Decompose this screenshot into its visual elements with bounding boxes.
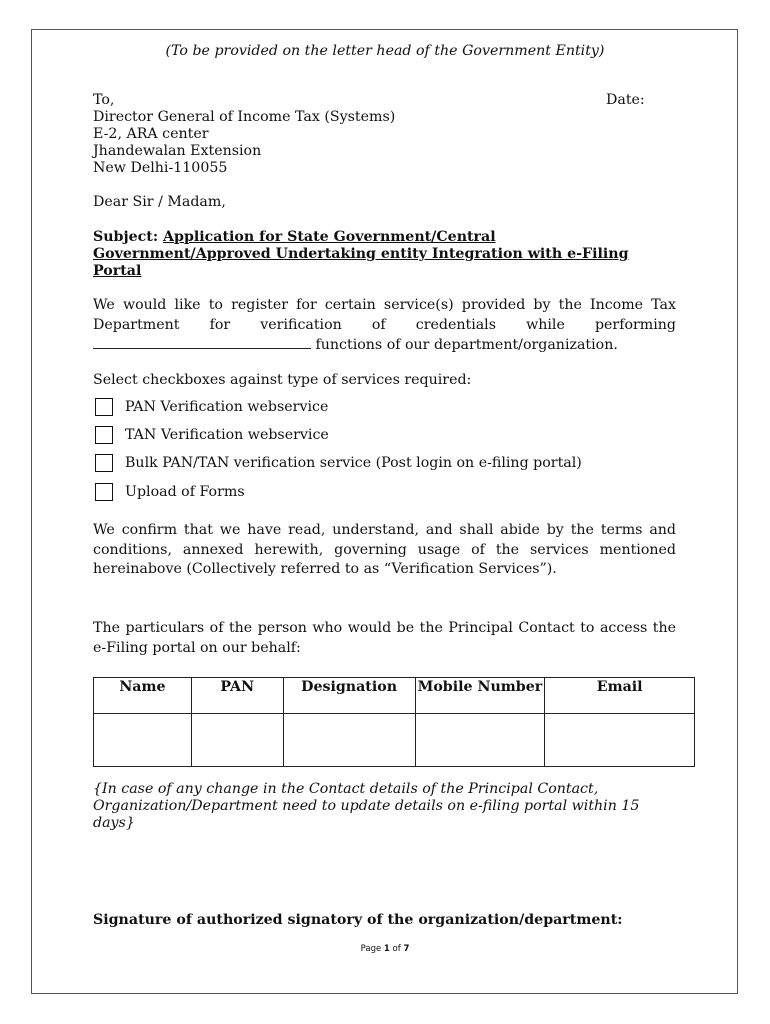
checkbox[interactable] xyxy=(95,483,113,501)
checkbox-label: PAN Verification webservice xyxy=(125,399,329,415)
column-header-designation: Designation xyxy=(283,678,415,714)
page-middle: of xyxy=(389,944,404,954)
terms-confirmation-paragraph: We confirm that we have read, understand, and shall abide by the terms and conditions, annexed herewith, governing usage of the services mentioned hereinabove (Collectively referred to as “Verification Services”). xyxy=(93,522,676,577)
address-line: E-2, ARA center xyxy=(93,126,209,142)
page-current: 1 xyxy=(383,944,390,954)
service-option-tan-verification[interactable] xyxy=(95,425,329,445)
registration-paragraph xyxy=(93,296,676,356)
cell-pan[interactable] xyxy=(191,714,283,767)
page-total: 7 xyxy=(403,944,410,954)
checkbox[interactable] xyxy=(95,454,113,472)
column-header-email: Email xyxy=(545,678,695,714)
checkbox-label: TAN Verification webservice xyxy=(125,427,329,443)
checkbox-label: Bulk PAN/TAN verification service (Post login on e-filing portal) xyxy=(125,455,582,471)
recipient-address xyxy=(93,92,395,177)
service-option-pan-verification[interactable] xyxy=(95,397,328,417)
page-number xyxy=(0,944,770,954)
service-option-bulk-verification[interactable] xyxy=(95,453,582,473)
column-header-name: Name xyxy=(94,678,192,714)
services-select-label: Select checkboxes against type of services required: xyxy=(93,372,472,388)
table-header-row xyxy=(94,678,695,714)
contact-change-note: {In case of any change in the Contact details of the Principal Contact, Organization/Department need to update details on e-filing portal within 15 days} xyxy=(93,781,640,831)
letterhead-note: (To be provided on the letter head of the Government Entity) xyxy=(165,43,605,59)
signature-label: Signature of authorized signatory of the organization/department: xyxy=(93,912,623,928)
service-option-upload-forms[interactable] xyxy=(95,482,245,502)
address-line: Director General of Income Tax (Systems) xyxy=(93,109,396,125)
address-line: New Delhi-110055 xyxy=(93,160,228,176)
subject-text: Application for State Government/Central Government/Approved Undertaking entity Integration with e-Filing Portal xyxy=(93,229,629,279)
checkbox[interactable] xyxy=(95,398,113,416)
principal-contact-table xyxy=(93,677,695,767)
checkbox[interactable] xyxy=(95,426,113,444)
checkbox-label: Upload of Forms xyxy=(125,484,245,500)
para1-text: We would like to register for certain service(s) provided by the Income Tax Department for verification of credentials while performing xyxy=(93,297,676,333)
cell-email[interactable] xyxy=(545,714,695,767)
para1-tail: functions of our department/organization. xyxy=(315,337,618,353)
subject-line xyxy=(93,229,653,280)
page-prefix: Page xyxy=(360,944,384,954)
subject-label: Subject: xyxy=(93,229,159,245)
address-line: Jhandewalan Extension xyxy=(93,143,262,159)
cell-mobile-number[interactable] xyxy=(415,714,545,767)
column-header-pan: PAN xyxy=(191,678,283,714)
principal-contact-paragraph: The particulars of the person who would be the Principal Contact to access the e-Filing portal on our behalf: xyxy=(93,620,676,656)
salutation: Dear Sir / Madam, xyxy=(93,194,226,210)
functions-blank[interactable] xyxy=(93,335,311,349)
address-to: To, xyxy=(93,92,115,108)
column-header-mobile-number: Mobile Number xyxy=(415,678,545,714)
date-label: Date: xyxy=(606,92,645,108)
cell-designation[interactable] xyxy=(283,714,415,767)
table-row xyxy=(94,714,695,767)
cell-name[interactable] xyxy=(94,714,192,767)
